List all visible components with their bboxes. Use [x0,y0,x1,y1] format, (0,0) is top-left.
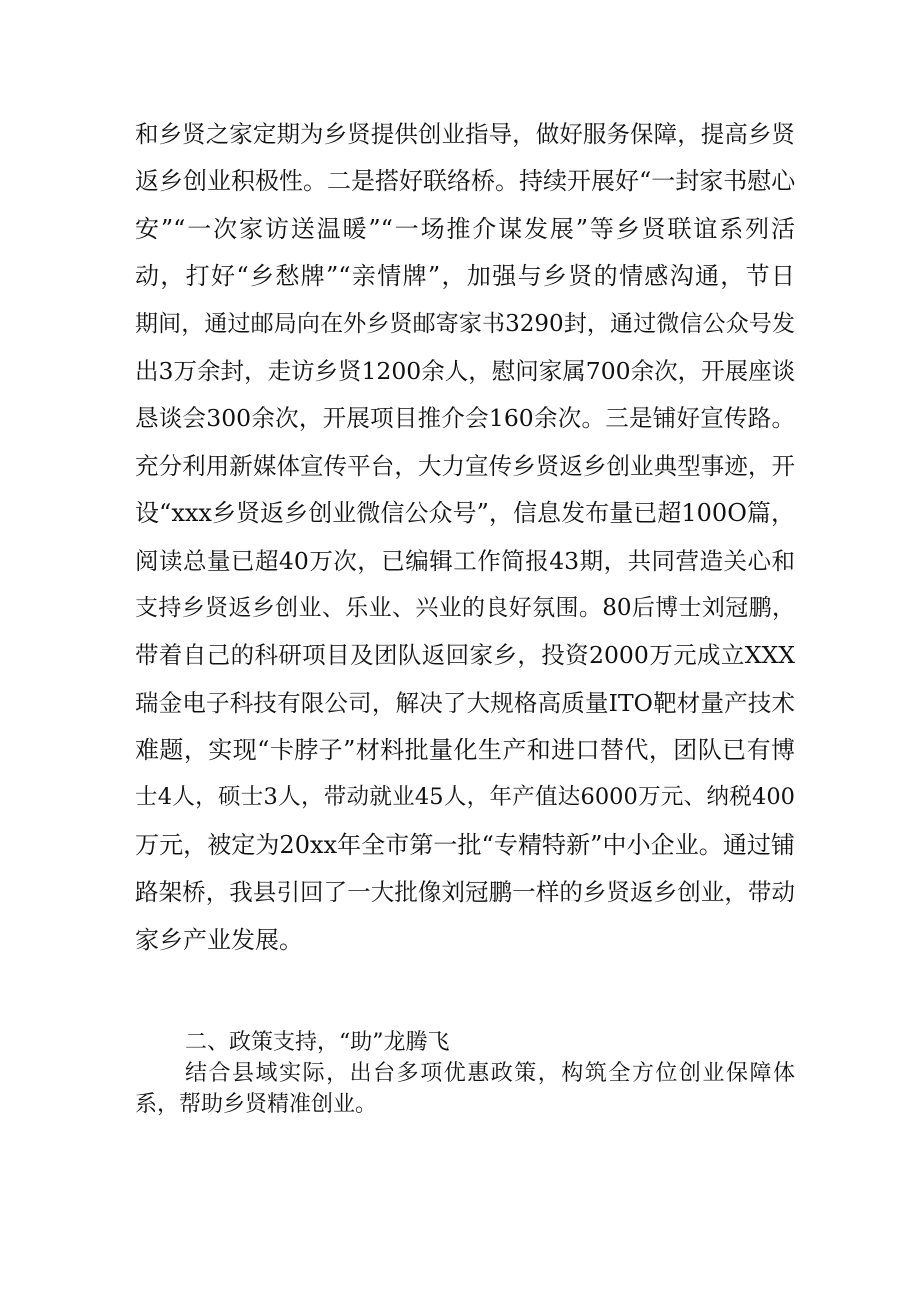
text-line: 和乡贤之家定期为乡贤提供创业指导，做好服务保障，提高乡贤 [135,120,795,148]
text-line: 设“xxx乡贤返乡创业微信公众号”，信息发布量已超100O篇， [135,499,795,528]
section-heading: 二、政策支持，“助”龙腾飞 [185,1030,450,1055]
text-line: 期间，通过邮局向在外乡贤邮寄家书3290封，通过微信公众号发 [135,310,795,337]
text-line: 路架桥，我县引回了一大批像刘冠鹏一样的乡贤返乡创业，带动 [135,878,795,907]
text-line: 恳谈会300余次，开展项目推介会160余次。三是铺好宣传路。 [135,404,795,433]
text-line: 结合县域实际，出台多项优惠政策，构筑全方位创业保障体 [185,1061,795,1086]
body-paragraph [135,111,795,964]
text-line: 带着自己的科研项目及团队返回家乡，投资2000万元成立XXX [135,641,795,670]
text-line: 充分利用新媒体宣传平台，大力宣传乡贤返乡创业典型事迹，开 [135,451,795,480]
text-line: 动，打好“乡愁牌”“亲情牌”，加强与乡贤的情感沟通，节日 [135,262,795,291]
text-line: 安”“一次家访送温暖”“一场推介谋发展”等乡贤联谊系列活 [135,214,795,243]
text-line: 系，帮助乡贤精准创业。 [135,1092,378,1117]
text-line: 返乡创业积极性。二是搭好联络桥。持续开展好“一封家书慰心 [135,167,796,196]
text-line: 阅读总量已超40万次，已编辑工作简报43期，共同营造关心和 [135,546,795,575]
text-line: 士4人，硕士3人，带动就业45人，年产值达6000万元、纳税400 [135,784,795,811]
text-line: 难题，实现“卡脖子”材料批量化生产和进口替代，团队已有博 [135,736,795,765]
text-line: 瑞金电子科技有限公司，解决了大规格高质量ITO靶材量产技术 [135,688,795,717]
text-line: 出3万余封，走访乡贤1200余人，慰问家属700余次，开展座谈 [135,356,796,385]
section-paragraph [135,1058,795,1120]
text-line: 家乡产业发展。 [135,925,303,954]
text-line: 支持乡贤返乡创业、乐业、兴业的良好氛围。80后博士刘冠鹏， [135,594,795,621]
text-line: 万元，被定为20xx年全市第一批“专精特新”中小企业。通过铺 [135,830,795,859]
